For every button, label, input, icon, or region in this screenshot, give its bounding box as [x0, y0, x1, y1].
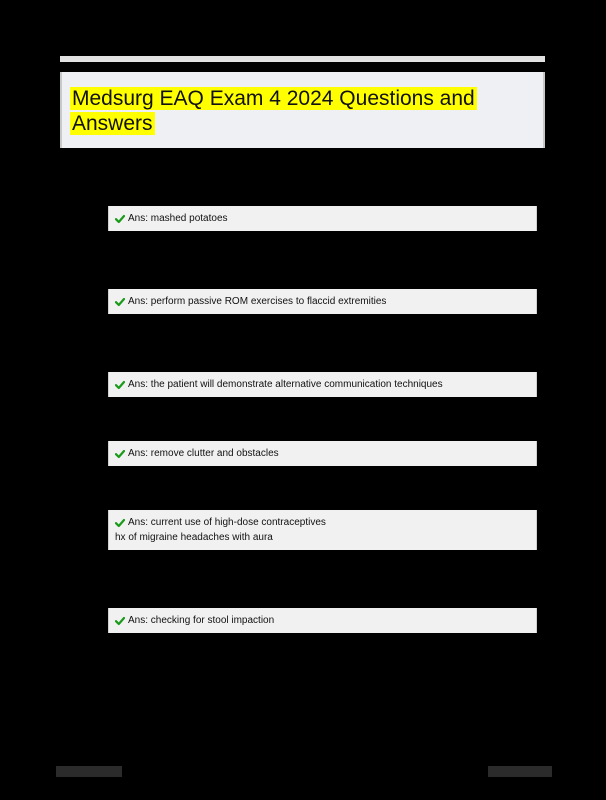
document-title: Medsurg EAQ Exam 4 2024 Questions and Answers: [72, 87, 475, 135]
answer-text: Ans: the patient will demonstrate alternative communication techniques: [128, 379, 443, 390]
checkmark-icon: [115, 616, 125, 626]
answer-box: [108, 372, 537, 397]
answer-text: Ans: current use of high-dose contraceptives: [128, 517, 326, 528]
top-rule: [60, 56, 545, 62]
footer-right-redacted: [488, 766, 552, 777]
answer-text: Ans: perform passive ROM exercises to flaccid extremities: [128, 296, 387, 307]
checkmark-icon: [115, 449, 125, 459]
answer-box: [108, 206, 537, 231]
answer-text: Ans: checking for stool impaction: [128, 615, 275, 626]
answer-box: [108, 289, 537, 314]
checkmark-icon: [115, 380, 125, 390]
footer-left-redacted: [56, 766, 122, 777]
answer-text-continued: hx of migraine headaches with aura: [115, 532, 273, 543]
answer-box: [108, 608, 537, 633]
answer-box: [108, 441, 537, 466]
checkmark-icon: [115, 297, 125, 307]
answer-box: [108, 510, 537, 550]
answer-text: Ans: mashed potatoes: [128, 213, 228, 224]
answer-text: Ans: remove clutter and obstacles: [128, 448, 279, 459]
title-box: [60, 72, 545, 148]
checkmark-icon: [115, 214, 125, 224]
checkmark-icon: [115, 518, 125, 528]
